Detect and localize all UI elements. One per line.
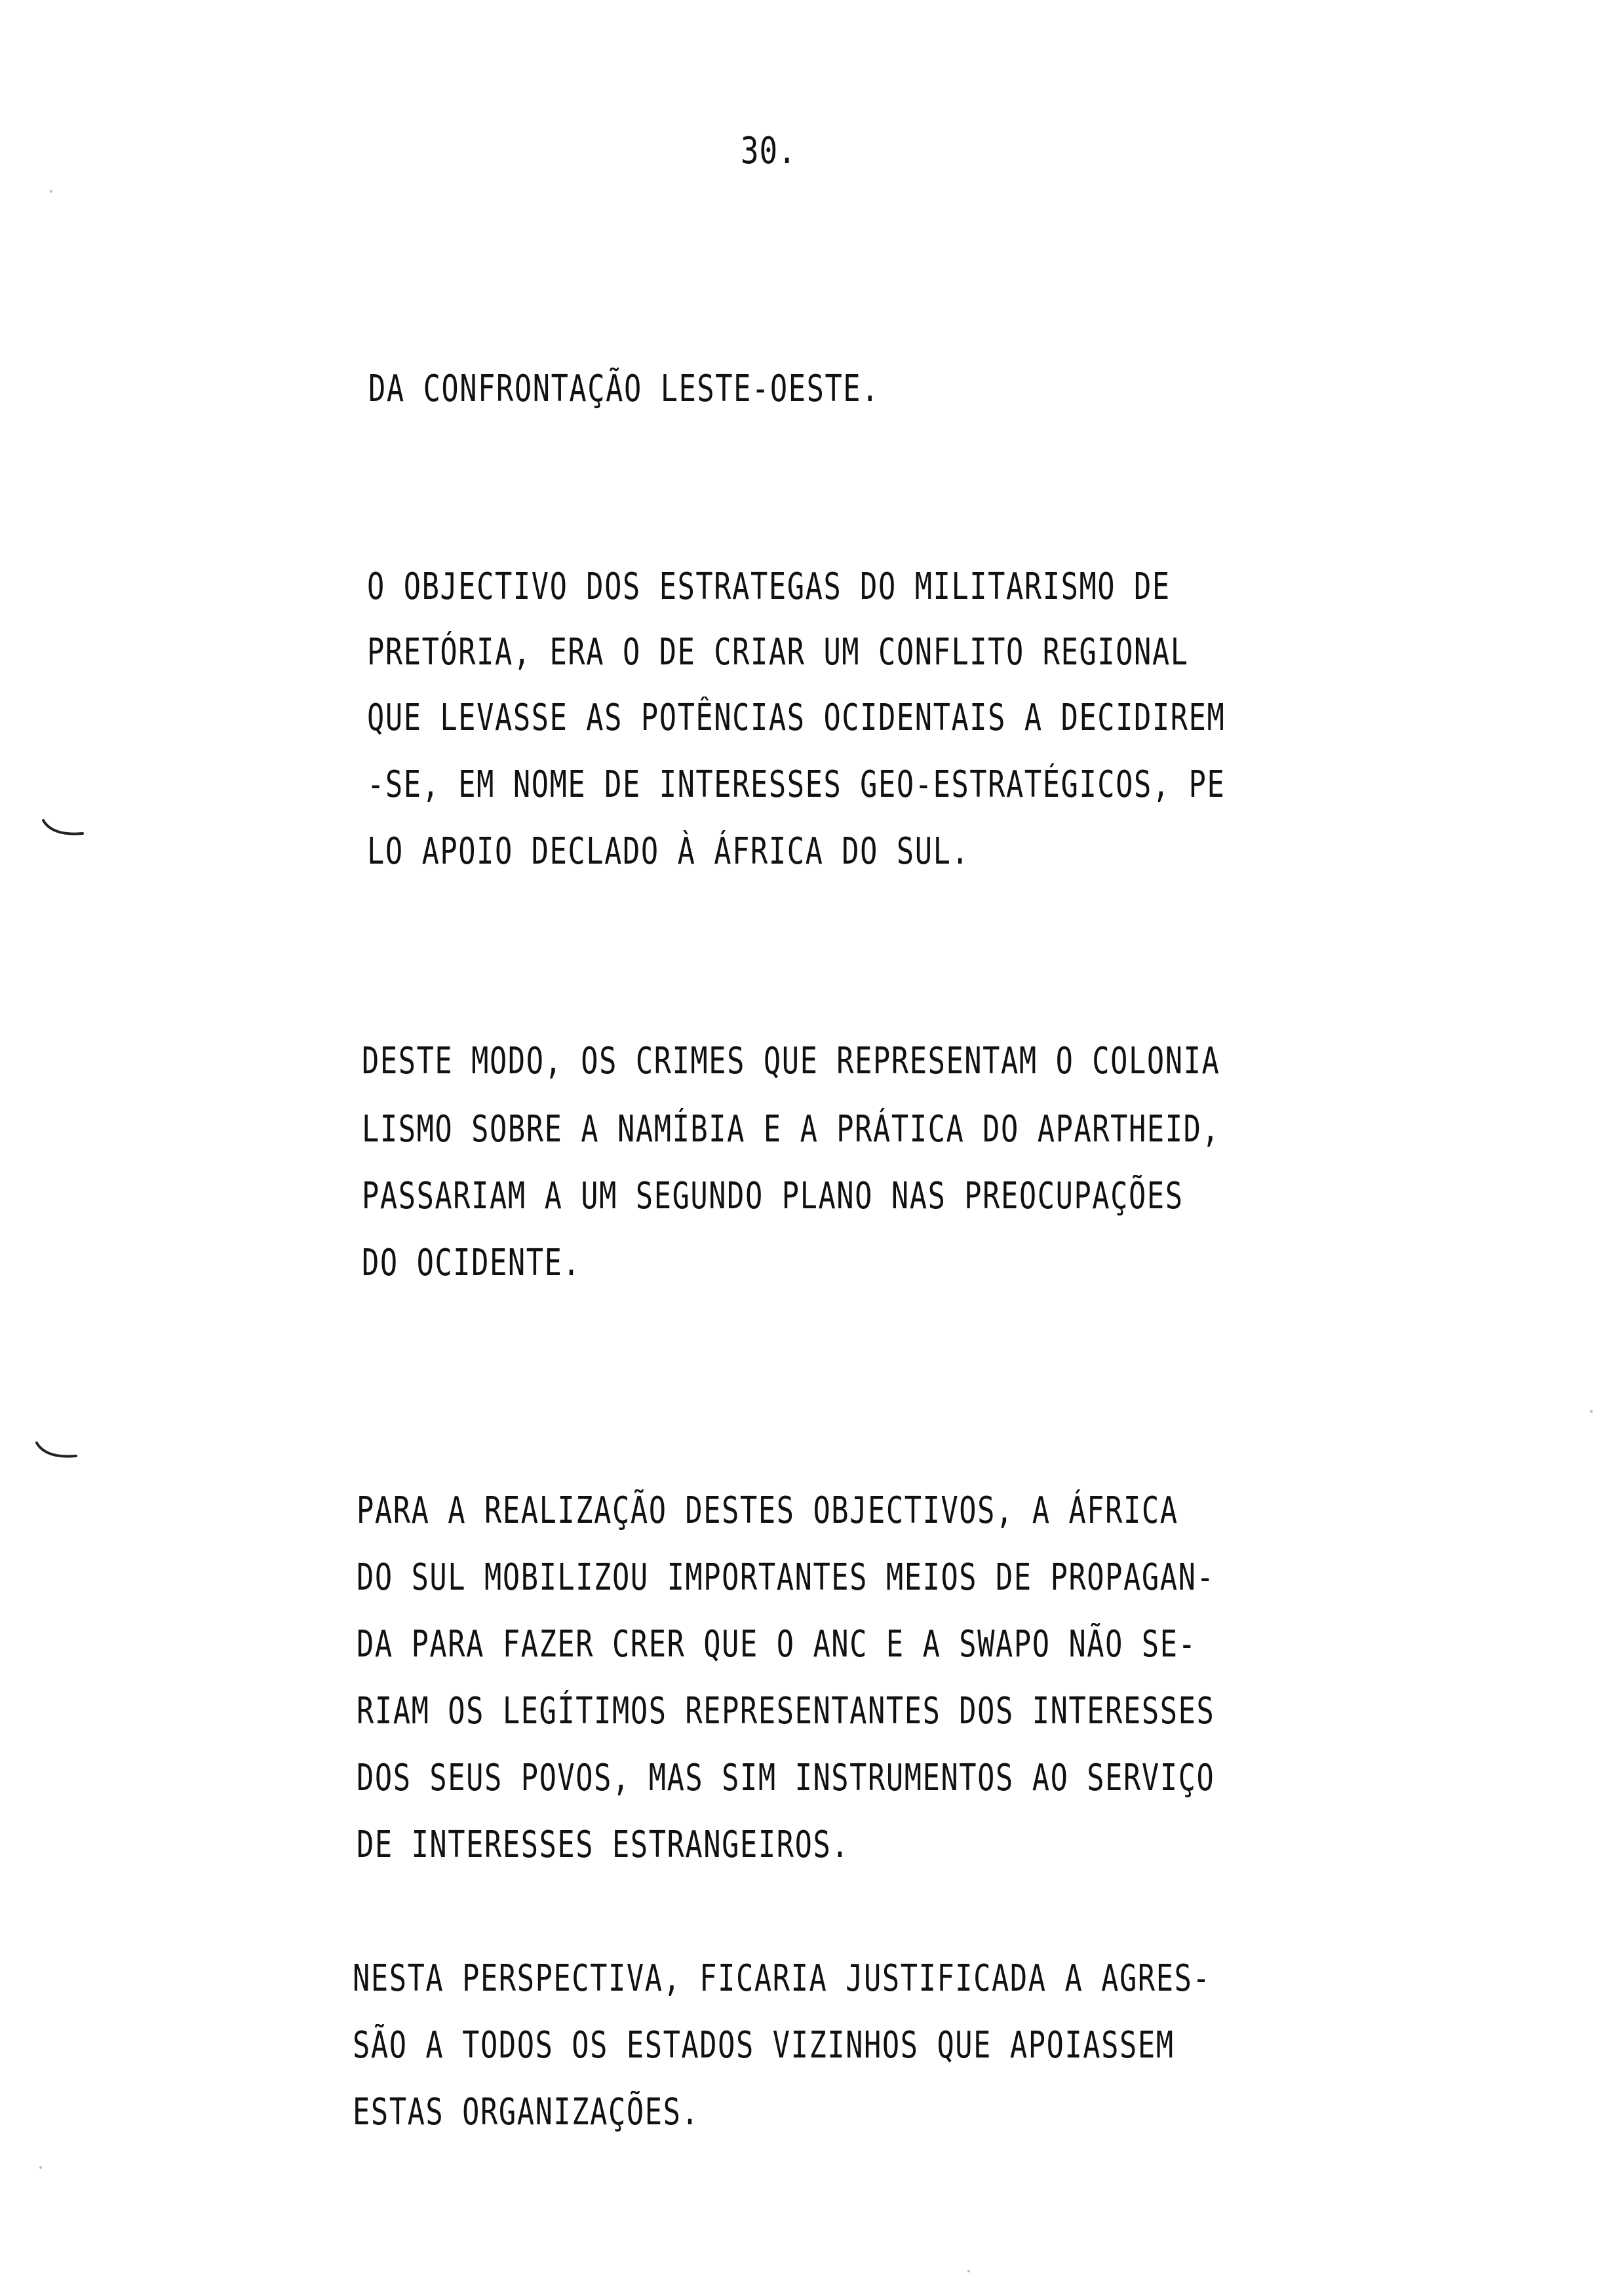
paragraph-4-line-5: DOS SEUS POVOS, MAS SIM INSTRUMENTOS AO SERVIÇO: [357, 1757, 1215, 1799]
scan-speck: [967, 2270, 970, 2272]
paragraph-5-line-3: ESTAS ORGANIZAÇÕES.: [353, 2091, 700, 2133]
paragraph-2-line-1: O OBJECTIVO DOS ESTRATEGAS DO MILITARISMO DE: [367, 565, 1171, 608]
paragraph-3-line-2: LISMO SOBRE A NAMÍBIA E A PRÁTICA DO APARTHEID,: [362, 1108, 1220, 1151]
paragraph-3-line-4: DO OCIDENTE.: [362, 1242, 581, 1284]
margin-check-mark-1: [41, 816, 87, 843]
paragraph-1-line-1: DA CONFRONTAÇÃO LESTE-OESTE.: [368, 368, 880, 410]
paragraph-3-line-3: PASSARIAM A UM SEGUNDO PLANO NAS PREOCUPAÇÕES: [362, 1175, 1184, 1217]
paragraph-5-line-2: SÃO A TODOS OS ESTADOS VIZINHOS QUE APOIASSEM: [353, 2024, 1175, 2067]
paragraph-2-line-5: LO APOIO DECLADO À ÁFRICA DO SUL.: [367, 830, 970, 873]
paragraph-5-line-1: NESTA PERSPECTIVA, FICARIA JUSTIFICADA A AGRES-: [353, 1957, 1211, 2000]
paragraph-4-line-1: PARA A REALIZAÇÃO DESTES OBJECTIVOS, A ÁFRICA: [357, 1489, 1178, 1532]
margin-check-mark-2: [34, 1439, 80, 1465]
scan-speck: [39, 2166, 42, 2169]
paragraph-2-line-4: -SE, EM NOME DE INTERESSES GEO-ESTRATÉGICOS, PE: [367, 763, 1226, 806]
paragraph-3-line-1: DESTE MODO, OS CRIMES QUE REPRESENTAM O COLONIA: [362, 1040, 1220, 1082]
paragraph-4-line-4: RIAM OS LEGÍTIMOS REPRESENTANTES DOS INTERESSES: [357, 1690, 1215, 1732]
scan-speck: [50, 190, 52, 193]
page-number: 30.: [741, 130, 797, 172]
paragraph-4-line-2: DO SUL MOBILIZOU IMPORTANTES MEIOS DE PROPAGAN-: [357, 1556, 1215, 1599]
paragraph-4-line-3: DA PARA FAZER CRER QUE O ANC E A SWAPO NÃO SE-: [357, 1623, 1197, 1666]
paragraph-2-line-3: QUE LEVASSE AS POTÊNCIAS OCIDENTAIS A DECIDIREM: [367, 697, 1226, 739]
paragraph-4-line-6: DE INTERESSES ESTRANGEIROS.: [357, 1824, 850, 1866]
scan-speck: [1590, 1410, 1593, 1413]
paragraph-2-line-2: PRETÓRIA, ERA O DE CRIAR UM CONFLITO REGIONAL: [367, 631, 1189, 674]
